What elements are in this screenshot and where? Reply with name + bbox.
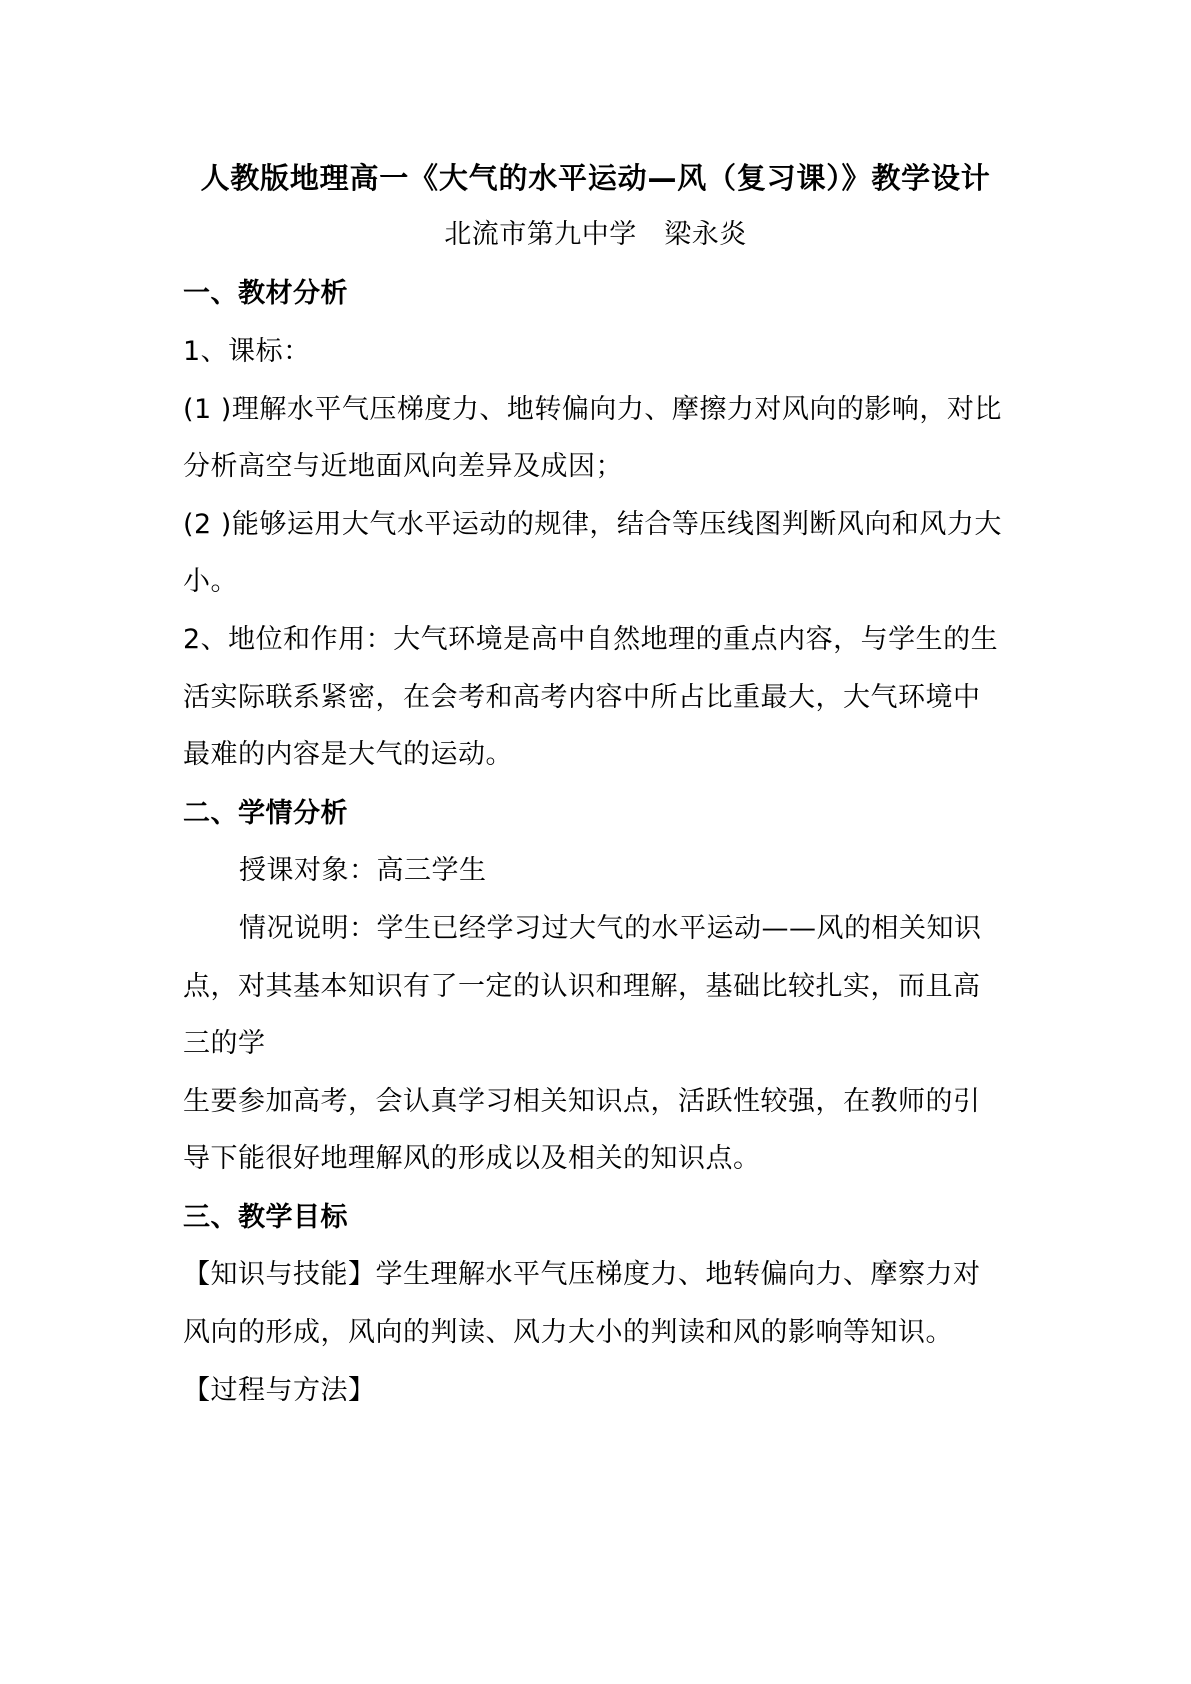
teaching-target-line: 授课对象：高三学生 (239, 855, 487, 886)
section-heading-student-analysis: 二、学情分析 (183, 798, 348, 829)
curriculum-point-2-line-1: (2 )能够运用大气水平运动的规律，结合等压线图判断风向和风力大 (183, 509, 1002, 540)
knowledge-skills-line-2: 风向的形成，风向的判读、风力大小的判读和风的影响等知识。 (183, 1317, 953, 1348)
role-paragraph-line-3: 最难的内容是大气的运动。 (183, 739, 513, 770)
process-methods-label: 【过程与方法】 (183, 1375, 376, 1406)
situation-paragraph-line-4: 生要参加高考，会认真学习相关知识点，活跃性较强，在教师的引 (183, 1086, 981, 1117)
situation-paragraph-line-5: 导下能很好地理解风的形成以及相关的知识点。 (183, 1143, 761, 1174)
curriculum-standard-label: 1、课标： (183, 336, 311, 367)
role-paragraph-line-2: 活实际联系紧密，在会考和高考内容中所占比重最大，大气环境中 (183, 682, 981, 713)
situation-paragraph-line-3: 三的学 (183, 1028, 266, 1059)
section-heading-teaching-objectives: 三、教学目标 (183, 1202, 348, 1233)
document-author: 北流市第九中学 梁永炎 (444, 219, 747, 250)
role-paragraph-line-1: 2、地位和作用：大气环境是高中自然地理的重点内容，与学生的生 (183, 624, 999, 655)
document-title: 人教版地理高一《大气的水平运动—风（复习课）》教学设计 (200, 161, 991, 195)
curriculum-point-2-line-2: 小。 (183, 566, 238, 597)
situation-paragraph-line-2: 点，对其基本知识有了一定的认识和理解，基础比较扎实，而且高 (183, 971, 981, 1002)
curriculum-point-1-line-1: (1 )理解水平气压梯度力、地转偏向力、摩擦力对风向的影响，对比 (183, 394, 1002, 425)
situation-paragraph-line-1: 情况说明：学生已经学习过大气的水平运动——风的相关知识 (239, 913, 982, 944)
section-heading-textbook-analysis: 一、教材分析 (183, 278, 348, 309)
curriculum-point-1-line-2: 分析高空与近地面风向差异及成因； (183, 451, 623, 482)
knowledge-skills-line-1: 【知识与技能】学生理解水平气压梯度力、地转偏向力、摩察力对 (183, 1259, 981, 1290)
